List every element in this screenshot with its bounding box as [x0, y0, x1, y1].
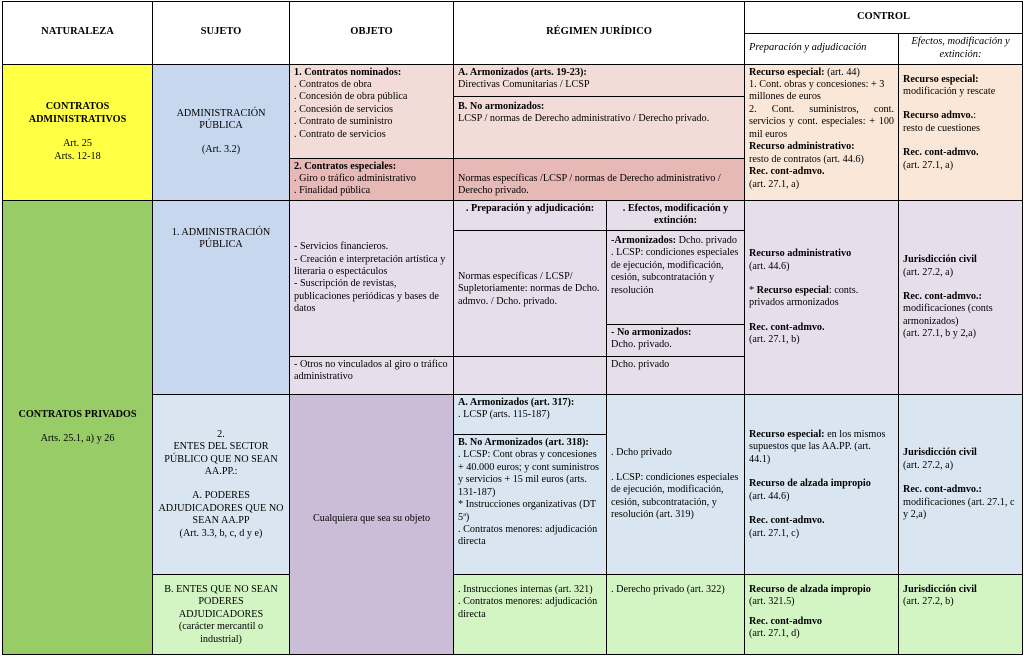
regimen-nopa-efec — [607, 574, 745, 654]
control-recurso-especial-text: : conts. privados armonizados — [749, 284, 859, 309]
regimen-prep-text: Normas específicas / LCSP/ Supletoriamente: normas de Dcho. admvo. / Dcho. privado. — [458, 270, 600, 307]
regimen-efec-armonizados — [607, 231, 744, 325]
regimen-especiales-text: Normas específicas /LCSP / normas de Derecho administrativo / Derecho privado. — [458, 173, 721, 197]
header-control-prep: Preparación y adjudicación — [745, 34, 899, 65]
sujeto-privados-ap-label: 1. ADMINISTRACIÓN PÚBLICA — [171, 226, 271, 251]
control-rec-cont-admvo-art: (art. 27.1, d) — [749, 628, 800, 640]
control-jurisdiccion-civil: Jurisdicción civil — [903, 583, 977, 595]
objeto-otros-text: - Otros no vinculados al giro o tráfico administrativo — [294, 358, 448, 383]
sujeto-admin-art: (Art. 3.2) — [201, 144, 241, 156]
control-alzada-impropio: Recurso de alzada impropio — [749, 583, 871, 595]
control-rec-cont-admvo-art: (art. 27.1, b) — [749, 334, 800, 346]
control-rec-cont-admvo: Rec. cont-admvo. — [749, 321, 825, 333]
control-rec-cont-admvo: Rec. cont-admvo.: — [903, 484, 982, 496]
control-recurso-administrativo: Recurso administrativo — [749, 248, 852, 260]
control-recurso-especial: Recurso especial — [756, 284, 829, 296]
control-privados-ap-efec — [899, 200, 1023, 394]
sujeto-esp-num: 2. — [217, 428, 225, 440]
regimen-no-armonizados-text: LCSP / normas de Derecho administrativo / Derecho privado. — [458, 113, 710, 125]
regimen-armonizados-text: Directivas Comunitarias / LCSP — [458, 79, 590, 91]
objeto-nominados-title: 1. Contratos nominados: — [294, 66, 402, 78]
list-item: * Instrucciones organizativas (DT 5ª) — [458, 499, 596, 523]
control-recurso-especial: Recurso especial: — [749, 428, 825, 440]
regimen-esp-efec-1: . Dcho privado — [611, 447, 672, 459]
list-item: . Contratos menores: adjudicación directa — [458, 596, 598, 620]
control-privados-ap-prep — [745, 200, 899, 394]
control-nopa-prep — [745, 574, 899, 654]
naturaleza-privados-title: CONTRATOS PRIVADOS — [18, 408, 137, 420]
control-efec-recurso-admvo: Recurso admvo. — [903, 110, 974, 122]
list-item: . Finalidad pública — [294, 185, 371, 197]
contracts-table — [2, 1, 1023, 655]
control-recurso-admin: Recurso administrativo: — [749, 141, 855, 153]
objeto-nominados — [290, 64, 454, 158]
sujeto-privados-ap — [153, 200, 290, 394]
control-admin-prep — [745, 64, 899, 200]
regimen-esp-armonizados — [454, 395, 606, 435]
control-efec-recurso-especial: Recurso especial: — [903, 73, 979, 85]
control-rec-cont-admvo: Rec. cont-admvo.: — [903, 290, 982, 302]
control-rec-cont-admvo-text: modificaciones (conts armonizados) — [903, 303, 993, 327]
control-esp-efec — [899, 394, 1023, 574]
control-jurisdiccion-civil: Jurisdicción civil — [903, 447, 977, 459]
naturaleza-admin-title: CONTRATOS ADMINISTRATIVOS — [28, 101, 127, 125]
control-re-item: 1. Cont. obras y concesiones: + 3 millones de euros — [749, 79, 885, 103]
control-rec-cont-admvo-text: modificaciones (art. 27.1, c y 2,a) — [903, 496, 1015, 521]
objeto-privados-otros — [290, 356, 454, 394]
regimen-efec-noarm-title: - No armonizados: — [611, 326, 692, 338]
control-efec-rec-cont-admvo: Rec. cont-admvo. — [903, 147, 979, 159]
regimen-esp-no-armonizados — [454, 435, 606, 551]
naturaleza-privados-arts: Arts. 25.1, a) y 26 — [40, 433, 115, 445]
sujeto-poderes-adjudicadores — [153, 394, 290, 574]
control-esp-prep — [745, 394, 899, 574]
control-efec-re-text: modificación y rescate — [903, 86, 996, 98]
regimen-esp-prep — [454, 394, 607, 574]
control-rec-cont-admvo: Rec. cont-admvo. — [749, 166, 825, 178]
regimen-esp-noarm-title: B. No Armonizados (art. 318): — [458, 436, 589, 448]
control-recurso-especial-art: (art. 44) — [824, 66, 860, 78]
naturaleza-administrativos — [3, 64, 153, 200]
header-sujeto: SUJETO — [153, 2, 290, 65]
control-jurisdiccion-civil: Jurisdicción civil — [903, 254, 977, 266]
regimen-efec-arm-lcsp: . LCSP: condiciones especiales de ejecución, modificación, cesión, subcontratación y resolución — [611, 247, 739, 296]
control-efec-rca-art: (art. 27.1, a) — [903, 159, 954, 171]
naturaleza-privados — [3, 200, 153, 654]
regimen-efec-no-armonizados — [607, 325, 744, 354]
list-item: - Suscripción de revistas, publicaciones periódicas y bases de datos — [294, 278, 439, 315]
control-recurso-administrativo-art: (art. 44.6) — [749, 260, 790, 272]
objeto-privados-ap — [290, 200, 454, 356]
control-rec-cont-admvo-art: (art. 27.1, a) — [749, 178, 800, 190]
regimen-privados-ap-efec — [607, 200, 745, 356]
regimen-efec-title: . Efectos, modificación y extinción: — [607, 201, 744, 231]
control-re-prefix: * — [749, 284, 757, 296]
regimen-esp-efec-2: . LCSP: condiciones especiales de ejecución, modificación, cesión, subcontratación, y resolución (art. 319) — [611, 471, 739, 521]
regimen-privados-otros-efec — [607, 356, 745, 394]
control-re-item: 2. Cont. suministros, cont. servicios y cont. especiales: + 100 mil euros — [749, 103, 895, 140]
list-item: - Servicios financieros. — [294, 241, 389, 253]
control-recurso-admin-text: resto de contratos (art. 44.6) — [749, 153, 864, 165]
regimen-efec-noarm-text: Dcho. privado. — [611, 339, 672, 351]
regimen-privados-ap-prep — [454, 200, 607, 356]
regimen-no-armonizados — [454, 97, 744, 128]
header-objeto: OBJETO — [290, 2, 454, 65]
control-rec-cont-admvo-art: (art. 27.1, b y 2,a) — [903, 328, 977, 340]
control-nopa-efec — [899, 574, 1023, 654]
regimen-esp-efec — [607, 394, 745, 574]
list-item: . Contrato de servicios — [294, 128, 386, 140]
list-item: . Instrucciones internas (art. 321) — [458, 583, 593, 595]
control-jurisdiccion-civil-art: (art. 27.2, a) — [903, 459, 954, 471]
header-regimen: RÉGIMEN JURÍDICO — [454, 2, 745, 65]
header-naturaleza: NATURALEZA — [3, 2, 153, 65]
regimen-otros-text: Dcho. privado — [611, 358, 670, 370]
control-alzada-impropio: Recurso de alzada impropio — [749, 478, 871, 490]
control-rec-cont-admvo: Rec. cont-admvo — [749, 615, 823, 627]
sujeto-esp-a-art: (Art. 3.3, b, c, d y e) — [179, 527, 263, 539]
naturaleza-admin-art1: Art. 25 — [63, 138, 92, 150]
list-item: . Contrato de suministro — [294, 116, 393, 128]
header-control: CONTROL — [745, 2, 1023, 34]
regimen-esp-arm-title: A. Armonizados (art. 317): — [458, 396, 575, 408]
regimen-armonizados — [454, 65, 744, 97]
control-jurisdiccion-civil-art: (art. 27.2, b) — [903, 596, 954, 608]
control-alzada-impropio-art: (art. 44.6) — [749, 490, 790, 502]
sujeto-nopa-note: (carácter mercantil o industrial) — [178, 621, 264, 645]
regimen-prep-title: . Preparación y adjudicación: — [454, 201, 606, 231]
regimen-nopa-efec-text: . Derecho privado (art. 322) — [611, 583, 725, 595]
regimen-admin-especiales — [454, 158, 745, 200]
sujeto-esp-label: ENTES DEL SECTOR PÚBLICO QUE NO SEAN AA.PP.: — [164, 441, 278, 477]
regimen-efec-arm-title: -Armonizados: — [611, 234, 677, 246]
sujeto-admin-label: ADMINISTRACIÓN PÚBLICA — [176, 107, 266, 132]
control-alzada-impropio-art: (art. 321.5) — [749, 596, 795, 608]
control-rec-cont-admvo: Rec. cont-admvo. — [749, 515, 825, 527]
control-jurisdiccion-civil-art: (art. 27.2, a) — [903, 266, 954, 278]
sujeto-nopa-label: B. ENTES QUE NO SEAN PODERES ADJUDICADORES — [164, 583, 278, 620]
objeto-cualquiera — [290, 394, 454, 654]
regimen-efec-arm-text: Dcho. privado — [676, 234, 737, 246]
naturaleza-admin-art2: Arts. 12-18 — [54, 150, 101, 162]
sujeto-admin-publica — [153, 64, 290, 200]
regimen-nopa-prep — [454, 574, 607, 654]
regimen-esp-arm-text: . LCSP (arts. 115-187) — [458, 409, 550, 421]
control-rec-cont-admvo-art: (art. 27.1, c) — [749, 527, 800, 539]
regimen-no-armonizados-title: B. No armonizados: — [458, 100, 545, 112]
header-control-efec: Efectos, modificación y extinción: — [899, 34, 1023, 65]
control-admin-efec: Recurso especial: modificación y rescate Recurso admvo.: resto de cuestiones Rec. cont-admvo. (art. 27.1, a) — [899, 64, 1023, 200]
objeto-cualquiera-text: Cualquiera que sea su objeto — [312, 513, 431, 525]
sujeto-esp-a: A. PODERES ADJUDICADORES QUE NO SEAN AA.PP — [158, 490, 284, 527]
list-item: . Contratos menores: adjudicación directa — [458, 523, 598, 548]
control-recurso-especial: Recurso especial: — [749, 66, 825, 78]
list-item: . LCSP: Cont obras y concesiones + 40.000 euros; y cont suministros y servicios + 15 mil euros (arts. 131-187) — [458, 449, 600, 498]
list-item: . Concesión de servicios — [294, 103, 394, 115]
control-efec-ra-text: resto de cuestiones — [903, 122, 980, 134]
objeto-especiales — [290, 158, 454, 200]
regimen-admin-nominados — [454, 64, 745, 158]
list-item: . Contratos de obra — [294, 79, 372, 91]
sujeto-no-poderes-adjudicadores — [153, 574, 290, 654]
regimen-privados-otros-prep — [454, 356, 607, 394]
objeto-especiales-title: 2. Contratos especiales: — [294, 160, 397, 172]
regimen-armonizados-title: A. Armonizados (arts. 19-23): — [458, 66, 587, 78]
list-item: . Giro o tráfico administrativo — [294, 173, 416, 185]
list-item: . Concesión de obra pública — [294, 91, 408, 103]
control-recurso-especial-text: en los mismos supuestos que las AA.PP. (art. 44.1) — [749, 428, 886, 465]
list-item: - Creación e interpretación artística y literaria o espectáculos — [294, 253, 446, 277]
